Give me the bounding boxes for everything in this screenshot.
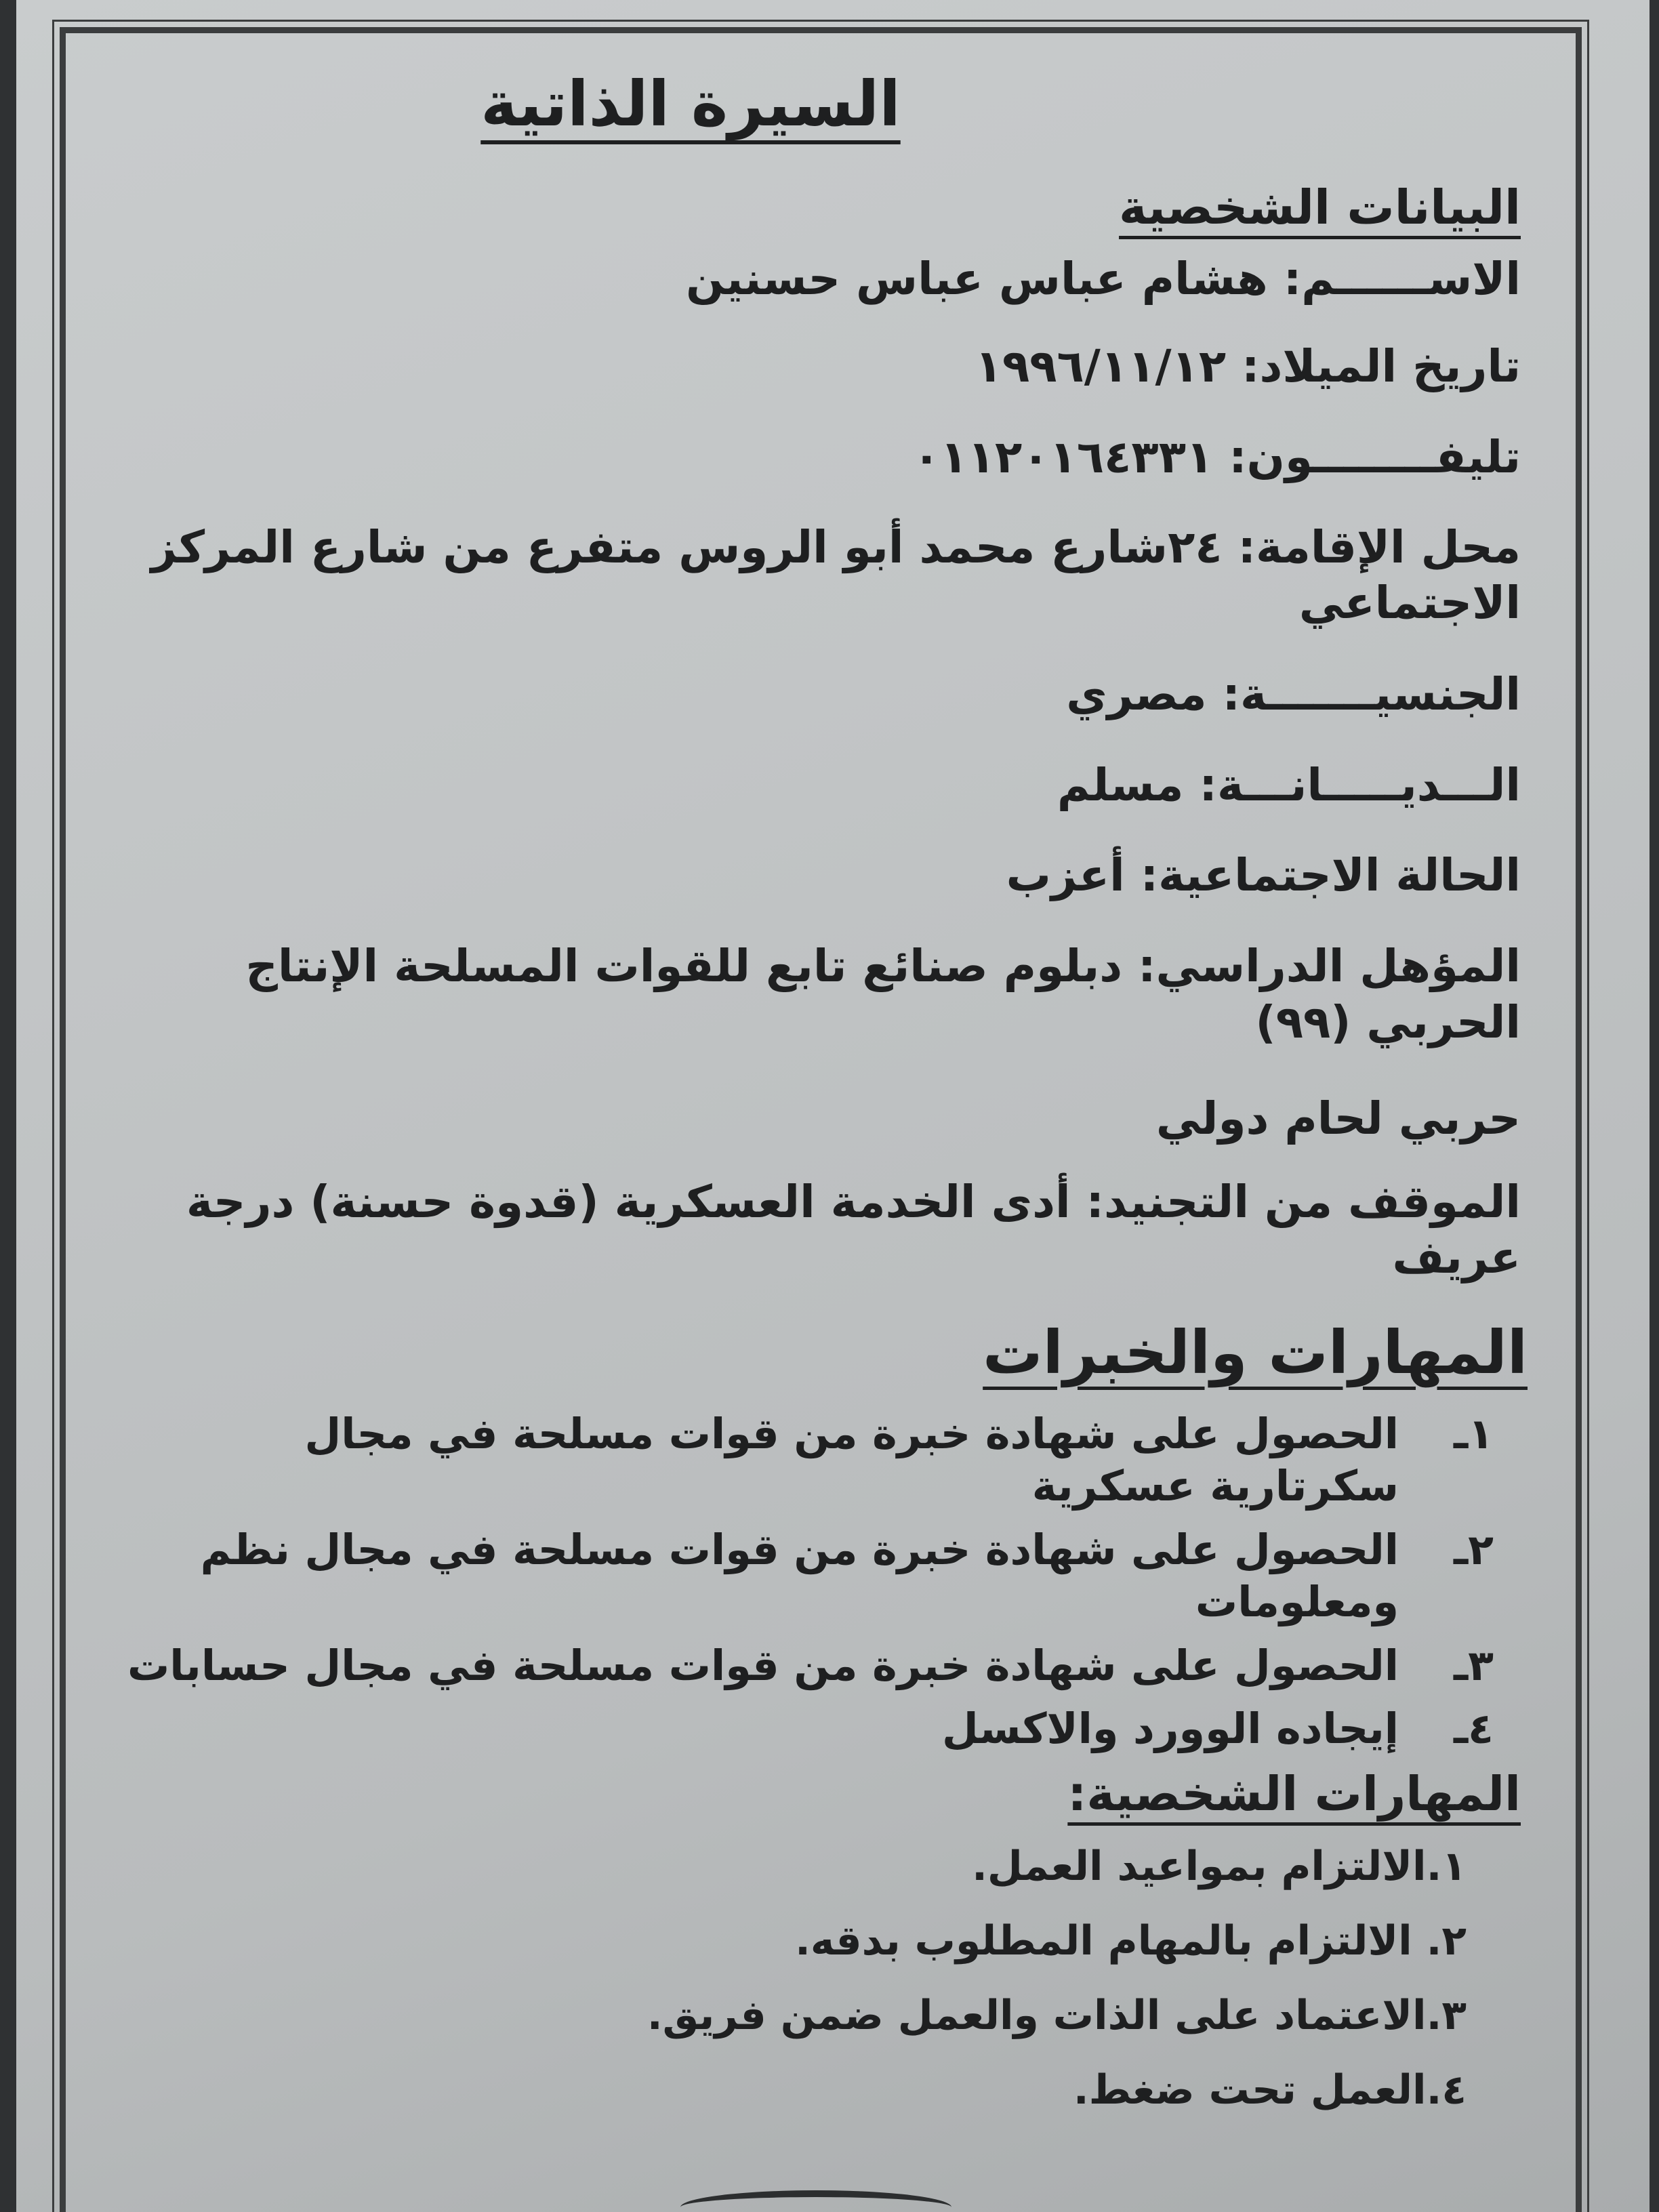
education-value: دبلوم صنائع تابع للقوات المسلحة الإنتاج الحربي (٩٩) bbox=[245, 940, 1521, 1048]
list-item-text: الحصول على شهادة خبرة من قوات مسلحة في مجال حسابات bbox=[127, 1640, 1399, 1690]
phone-field bbox=[118, 430, 1521, 486]
name-label: الاســــــم: bbox=[1283, 253, 1521, 305]
religion-field bbox=[118, 758, 1521, 814]
education-field bbox=[118, 939, 1521, 1147]
military-status-value: أدى الخدمة العسكرية (قدوة حسنة) درجة عريف bbox=[186, 1175, 1521, 1284]
birth-date-value: ١٩٩٦/١١/١٢ bbox=[975, 340, 1227, 392]
list-item: ٤.العمل تحت ضغط. bbox=[1073, 2066, 1467, 2114]
personal-skills-heading: المهارات الشخصية: bbox=[1067, 1765, 1521, 1822]
list-item bbox=[118, 1639, 1494, 1692]
religion-label: الـــديـــــانـــة: bbox=[1199, 759, 1521, 811]
nationality-value: مصري bbox=[1066, 668, 1207, 720]
address-field bbox=[118, 520, 1521, 632]
list-item: ٢. الالتزام بالمهام المطلوب بدقه. bbox=[795, 1917, 1467, 1965]
address-label: محل الإقامة: bbox=[1237, 520, 1521, 573]
list-item-number: ٤ـ bbox=[1453, 1704, 1494, 1753]
list-item-text: الحصول على شهادة خبرة من قوات مسلحة في مجال سكرتارية عسكرية bbox=[304, 1408, 1399, 1511]
list-item bbox=[118, 1408, 1494, 1513]
personal-skills-list bbox=[118, 1842, 1467, 2114]
military-status-field bbox=[118, 1174, 1521, 1286]
phone-value: ٠١١٢٠١٦٤٣٣١ bbox=[913, 431, 1214, 483]
birth-date-field bbox=[118, 339, 1521, 395]
list-item: ١.الالتزام بمواعيد العمل. bbox=[972, 1842, 1467, 1890]
education-continuation: حربي لحام دولي bbox=[1155, 1092, 1521, 1145]
nationality-field bbox=[118, 667, 1521, 723]
birth-date-label: تاريخ الميلاد: bbox=[1242, 340, 1521, 392]
education-label: المؤهل الدراسي: bbox=[1138, 940, 1521, 992]
name-field bbox=[118, 251, 1521, 308]
list-item-number: ٣ـ bbox=[1453, 1640, 1494, 1690]
list-item-text: إيجاده الوورد والاكسل bbox=[942, 1704, 1399, 1753]
list-item-text: الحصول على شهادة خبرة من قوات مسلحة في مجال نظم ومعلومات bbox=[200, 1524, 1399, 1626]
list-item bbox=[118, 1523, 1494, 1629]
skills-list bbox=[118, 1408, 1494, 1755]
list-item: ٣.الاعتماد على الذات والعمل ضمن فريق. bbox=[647, 1991, 1467, 2039]
marital-status-field bbox=[118, 848, 1521, 904]
document-title: السيرة الذاتية bbox=[480, 68, 901, 140]
nationality-label: الجنسيـــــــة: bbox=[1222, 668, 1521, 720]
list-item bbox=[118, 1702, 1494, 1755]
cv-document bbox=[118, 68, 1548, 2140]
paper-sheet bbox=[16, 0, 1650, 2212]
list-item-number: ١ـ bbox=[1453, 1408, 1494, 1458]
name-value: هشام عباس عباس حسنين bbox=[686, 253, 1268, 305]
personal-data-heading: البيانات الشخصية bbox=[1119, 180, 1521, 235]
phone-label: تليفــــــــون: bbox=[1229, 431, 1521, 483]
skills-heading: المهارات والخبرات bbox=[983, 1317, 1528, 1387]
marital-status-label: الحالة الاجتماعية: bbox=[1140, 848, 1521, 901]
marital-status-value: أعزب bbox=[1006, 848, 1125, 901]
list-item-number: ٢ـ bbox=[1453, 1524, 1494, 1574]
military-status-label: الموقف من التجنيد: bbox=[1086, 1175, 1521, 1228]
religion-value: مسلم bbox=[1057, 759, 1184, 811]
address-value: ٢٤شارع محمد أبو الروس متفرع من شارع المركز الاجتماعي bbox=[150, 520, 1521, 629]
